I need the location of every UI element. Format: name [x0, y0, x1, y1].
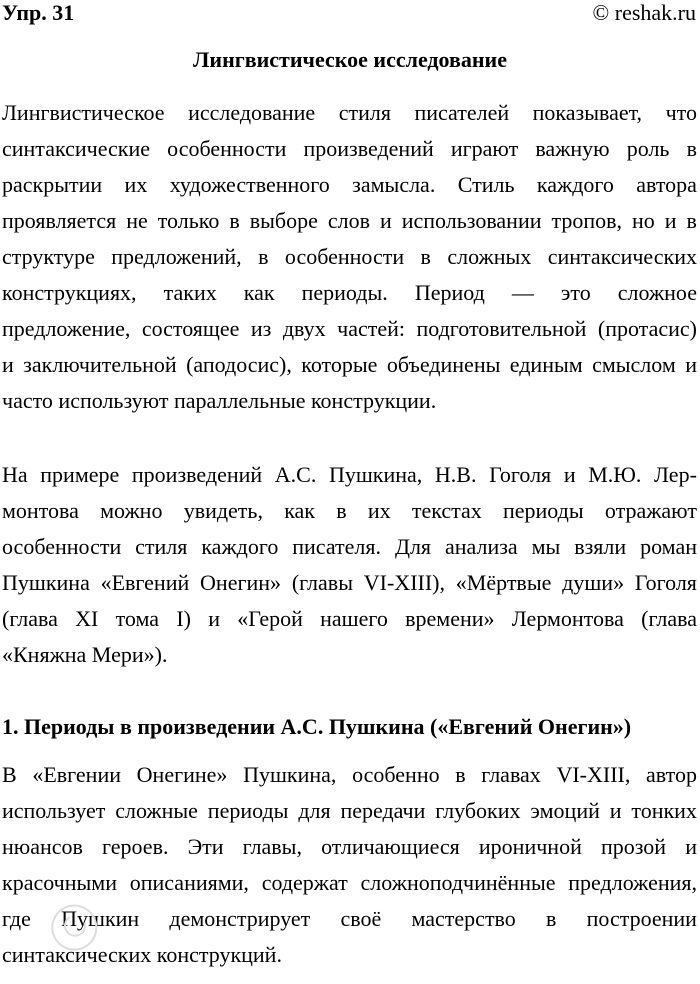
exercise-number: Упр. 31 [2, 0, 75, 25]
text-line: Пушкина «Евгений Онегин» (главы VI-XIII), «Мёртвые души» Гоголя [2, 570, 697, 595]
text-line: конструкциях, таких как периоды. Период — это сложное [2, 280, 697, 305]
text-line: использует сложные периоды для передачи глубоких эмоций и тонких [2, 798, 697, 823]
text-line: На примере произведений А.С. Пушкина, Н.В. Гоголя и М.Ю. Лер- [2, 462, 697, 487]
text-line: синтаксических конструкций. [2, 942, 282, 967]
text-line: раскрытии их художественного замысла. Стиль каждого автора [2, 172, 697, 197]
text-line: «Княжна Мери»). [2, 642, 168, 667]
text-line: красочными описаниями, содержат сложноподчинённые предложения, [2, 870, 697, 895]
text-line: синтаксические особенности произведений играют важную роль в [2, 136, 697, 161]
text-line: часто используют параллельные конструкции. [2, 388, 437, 413]
text-line: предложение, состоящее из двух частей: подготовительной (протасис) [2, 316, 697, 341]
paragraph-examples [2, 457, 697, 673]
text-line: особенности стиля каждого писателя. Для анализа мы взяли роман [2, 534, 697, 559]
text-line: Лингвистическое исследование стиля писателей показывает, что [2, 100, 697, 125]
paragraph-intro [2, 95, 697, 419]
text-line: (глава XI тома I) и «Герой нашего времени» Лермонтова (глава [2, 606, 697, 631]
section-heading-pushkin: 1. Периоды в произведении А.С. Пушкина («Евгений Онегин») [2, 714, 632, 739]
text-line: проявляется не только в выборе слов и использовании тропов, но и в [2, 208, 697, 233]
document-title: Лингвистическое исследование [193, 47, 507, 72]
paragraph-pushkin [2, 757, 697, 973]
copyright-notice: © reshak.ru [592, 0, 696, 25]
text-line: и заключительной (аподосис), которые объединены единым смыслом и [2, 352, 697, 377]
text-line: где Пушкин демонстрирует своё мастерство в построении [2, 906, 697, 931]
text-line: структуре предложений, в особенности в сложных синтаксических [2, 244, 697, 269]
text-line: В «Евгении Онегине» Пушкина, особенно в главах VI-XIII, автор [2, 762, 697, 787]
text-line: монтова можно увидеть, как в их текстах периоды отражают [2, 498, 697, 523]
text-line: нюансов героев. Эти главы, отличающиеся ироничной прозой и [2, 834, 697, 859]
